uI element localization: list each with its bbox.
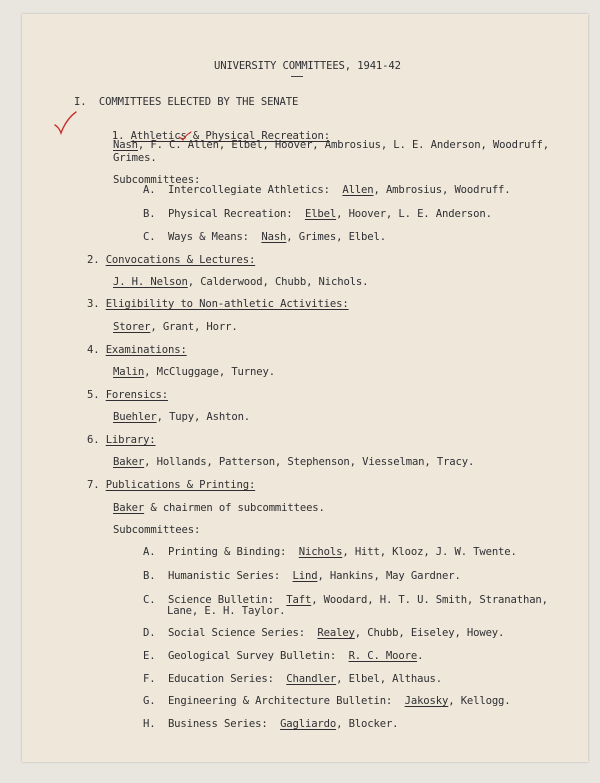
subcommittee-item xyxy=(143,184,511,197)
members-text: , Blocker. xyxy=(336,718,399,730)
page-title: UNIVERSITY COMMITTEES, 1941-42 xyxy=(214,60,401,72)
members-text: , Woodard, H. T. U. Smith, Stranathan, xyxy=(311,594,548,606)
committee-heading-publications xyxy=(87,479,255,492)
subcommittee-item xyxy=(143,695,511,708)
committee-heading-forensics xyxy=(87,389,168,402)
committee-heading-examinations xyxy=(87,344,187,357)
members-text: & chairmen of subcommittees. xyxy=(144,502,325,514)
committee-members xyxy=(113,321,238,334)
chair-name: Storer xyxy=(113,321,151,333)
committee-members xyxy=(113,276,368,289)
committee-name: Eligibility to Non-athletic Activities: xyxy=(105,298,349,310)
committee-members xyxy=(113,366,275,379)
members-text: , Hankins, May Gardner. xyxy=(317,570,461,582)
members-text: , Kellogg. xyxy=(448,695,511,707)
committee-name: Library: xyxy=(105,434,156,446)
members-text: . xyxy=(417,650,424,662)
subcommittee-item xyxy=(143,231,386,244)
committee-number: 7. xyxy=(87,479,100,491)
members-text: , F. C. Allen, Elbel, Hoover, Ambrosius, L. E. Anderson, Woodruff, xyxy=(137,139,549,151)
committee-number: 6. xyxy=(87,434,100,446)
members-text: , McCluggage, Turney. xyxy=(144,366,275,378)
chair-name: Jakosky xyxy=(404,695,449,707)
chair-name: R. C. Moore xyxy=(348,650,418,662)
committee-heading-library xyxy=(87,434,156,447)
sub-name: Printing & Binding: xyxy=(167,546,287,558)
committee-members-continued: Grimes. xyxy=(113,152,157,164)
committee-name: Publications & Printing: xyxy=(105,479,256,491)
sub-name: Social Science Series: xyxy=(167,627,305,639)
members-text: , Grant, Horr. xyxy=(150,321,238,333)
committee-number: 5. xyxy=(87,389,100,401)
sub-name: Ways & Means: xyxy=(167,231,249,243)
committee-name: Athletics & Physical Recreation: xyxy=(130,130,330,142)
committee-members xyxy=(113,502,325,515)
sub-letter: F. xyxy=(143,673,156,685)
chair-name: Baker xyxy=(113,502,145,514)
members-text: , Hitt, Klooz, J. W. Twente. xyxy=(342,546,517,558)
red-tick-icon xyxy=(178,131,192,141)
title-rule xyxy=(291,76,303,77)
chair-name: Allen xyxy=(342,184,374,196)
subcommittee-item xyxy=(143,627,504,640)
subcommittee-item xyxy=(143,650,423,663)
members-text: , Chubb, Eiseley, Howey. xyxy=(354,627,505,639)
chair-name: Malin xyxy=(113,366,145,378)
sub-letter: A. xyxy=(143,546,156,558)
chair-name: Buehler xyxy=(113,411,157,423)
subcommittee-item xyxy=(143,673,442,686)
sub-letter: B. xyxy=(143,570,156,582)
members-text: , Calderwood, Chubb, Nichols. xyxy=(187,276,369,288)
subcommittee-item xyxy=(143,570,461,583)
sub-letter: H. xyxy=(143,718,156,730)
committee-number: 4. xyxy=(87,344,100,356)
members-text: , Hoover, L. E. Anderson. xyxy=(336,208,492,220)
sub-letter: C. xyxy=(143,594,156,606)
committee-name: Convocations & Lectures: xyxy=(105,254,256,266)
sub-letter: E. xyxy=(143,650,156,662)
chair-name: Nash xyxy=(113,139,138,151)
sub-name: Intercollegiate Athletics: xyxy=(167,184,330,196)
committee-name: Examinations: xyxy=(105,344,187,356)
committee-heading-convocations xyxy=(87,254,255,267)
sub-name: Science Bulletin: xyxy=(167,594,274,606)
chair-name: Nash xyxy=(261,231,287,243)
committee-number: 1. xyxy=(111,130,125,142)
subcommittee-item-continued: Lane, E. H. Taylor. xyxy=(167,605,286,617)
members-text: , Ambrosius, Woodruff. xyxy=(373,184,511,196)
members-text: , Hollands, Patterson, Stephenson, Viesselman, Tracy. xyxy=(144,456,475,468)
sub-letter: D. xyxy=(143,627,156,639)
members-text: , Grimes, Elbel. xyxy=(286,231,386,243)
sub-letter: G. xyxy=(143,695,156,707)
committee-members xyxy=(113,411,250,424)
sub-name: Education Series: xyxy=(167,673,274,685)
sub-letter: A. xyxy=(143,184,156,196)
subcommittee-item xyxy=(143,546,517,559)
chair-name: Chandler xyxy=(286,673,337,685)
sub-letter: C. xyxy=(143,231,156,243)
section-heading: I. COMMITTEES ELECTED BY THE SENATE xyxy=(74,96,299,108)
sub-name: Engineering & Architecture Bulletin: xyxy=(167,695,393,707)
committee-name: Forensics: xyxy=(105,389,168,401)
subcommittee-item xyxy=(143,208,492,221)
red-checkmark-icon xyxy=(52,110,78,136)
committee-number: 3. xyxy=(87,298,100,310)
sub-name: Physical Recreation: xyxy=(167,208,293,220)
members-text: , Tupy, Ashton. xyxy=(156,411,251,423)
committee-heading-eligibility xyxy=(87,298,349,311)
sub-name: Business Series: xyxy=(167,718,268,730)
chair-name: Baker xyxy=(113,456,145,468)
chair-name: Realey xyxy=(317,627,355,639)
sub-name: Humanistic Series: xyxy=(167,570,281,582)
chair-name: Nichols xyxy=(298,546,343,558)
members-text: , Elbel, Althaus. xyxy=(336,673,443,685)
chair-name: J. H. Nelson xyxy=(113,276,188,288)
chair-name: Elbel xyxy=(304,208,337,220)
sub-letter: B. xyxy=(143,208,156,220)
subcommittees-label: Subcommittees: xyxy=(113,174,201,186)
chair-name: Lind xyxy=(292,570,318,582)
subcommittees-label: Subcommittees: xyxy=(113,524,201,536)
subcommittee-item xyxy=(143,718,398,731)
committee-number: 2. xyxy=(87,254,100,266)
committee-members xyxy=(113,456,474,469)
chair-name: Taft xyxy=(286,594,312,606)
sub-name: Geological Survey Bulletin: xyxy=(167,650,337,662)
chair-name: Gagliardo xyxy=(280,718,337,730)
